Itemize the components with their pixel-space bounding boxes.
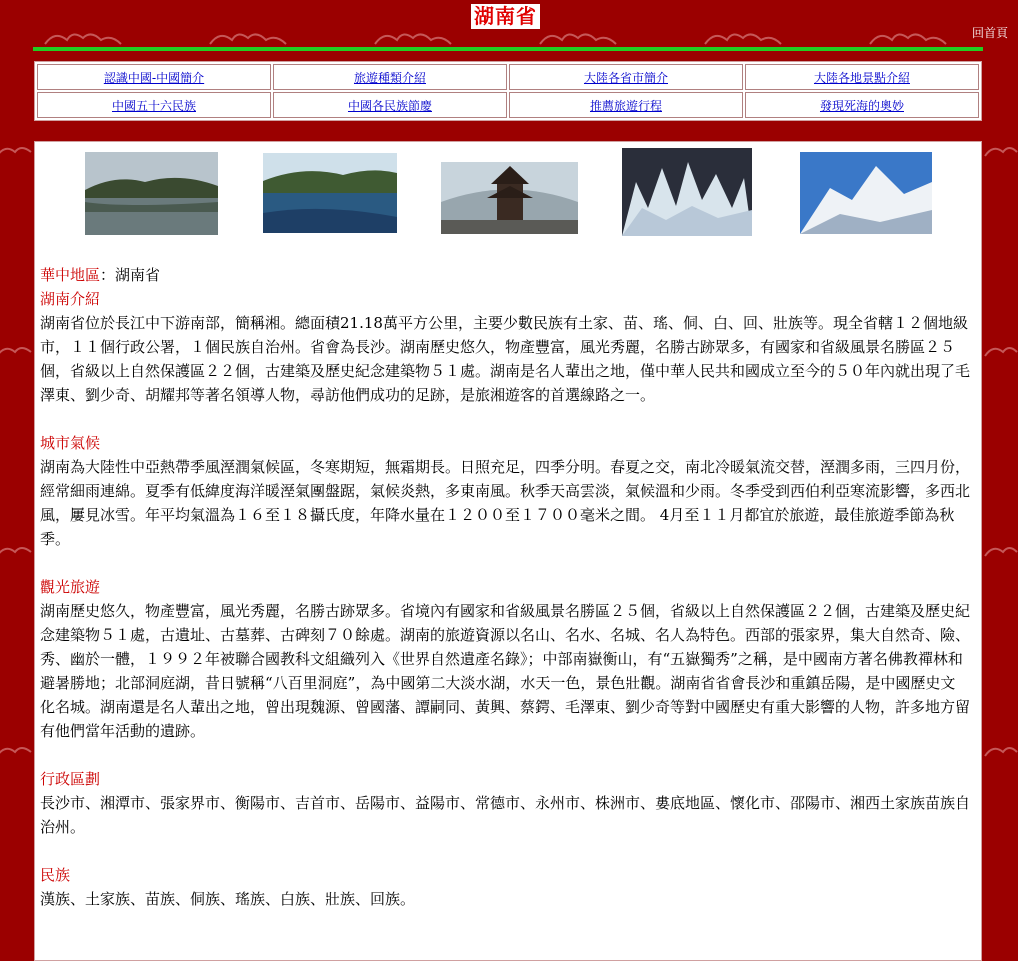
section-heading: 城市氣候 <box>40 434 101 452</box>
section-body: 長沙市、湘潭市、張家界市、衡陽市、吉首市、岳陽市、益陽市、常德市、永州市、株洲市、婁底地區、懷化市、邵陽市、湘西土家族苗族自治州。 <box>40 794 971 836</box>
nav-link-china-intro[interactable]: 認識中國-中國簡介 <box>103 70 205 85</box>
region-label: 華中地區 <box>40 266 101 284</box>
photo-lake-hills <box>85 152 218 235</box>
nav-link-festivals[interactable]: 中國各民族節慶 <box>347 98 432 113</box>
cloud-decoration <box>0 740 35 762</box>
nav-cell <box>509 92 743 118</box>
cloud-decoration <box>983 140 1018 162</box>
photo-lake <box>263 153 397 233</box>
section-heading: 湖南介紹 <box>40 290 101 308</box>
content-panel <box>34 141 982 961</box>
photo-ice-peaks <box>622 148 752 236</box>
cloud-decoration <box>0 340 35 362</box>
nav-link-dead-sea[interactable]: 發現死海的奧妙 <box>819 98 904 113</box>
section-heading: 民族 <box>40 866 71 884</box>
page-title: 湖南省 <box>471 4 540 29</box>
section-body: 漢族、土家族、苗族、侗族、瑤族、白族、壯族、回族。 <box>40 890 416 908</box>
section-heading: 行政區劃 <box>40 770 101 788</box>
nav-cell <box>273 92 507 118</box>
cloud-decoration <box>0 540 35 562</box>
divider-line <box>33 47 983 51</box>
nav-cell <box>745 64 979 90</box>
cloud-decoration <box>983 540 1018 562</box>
nav-link-provinces[interactable]: 大陸各省市簡介 <box>583 70 668 85</box>
home-link[interactable]: 回首頁 <box>972 26 1009 40</box>
article <box>40 263 970 911</box>
region-line <box>40 263 970 287</box>
cloud-decoration <box>0 140 35 162</box>
nav-cell <box>273 64 507 90</box>
nav-cell <box>745 92 979 118</box>
nav-link-travel-types[interactable]: 旅遊種類介紹 <box>353 70 426 85</box>
nav-table <box>34 61 982 121</box>
section-heading: 觀光旅遊 <box>40 578 101 596</box>
photo-strip <box>35 142 981 252</box>
nav-cell <box>37 64 271 90</box>
photo-pavilion <box>441 162 578 234</box>
nav-link-ethnic-groups[interactable]: 中國五十六民族 <box>111 98 196 113</box>
nav-link-scenic-spots[interactable]: 大陸各地景點介紹 <box>813 70 910 85</box>
nav-cell <box>37 92 271 118</box>
section-body: 湖南省位於長江中下游南部，簡稱湘。總面積21.18萬平方公里，主要少數民族有土家、苗、瑤、侗、白、回、壯族等。現全省轄１２個地級市，１１個行政公署，１個民族自治州。省會為長沙。湖南歷史悠久，物產豐富，風光秀麗，名勝古跡眾多，有國家和省級風景名勝區２５個，省級以上自然保護區２２個，古建築及歷史紀念建築物５１處。湖南是名人輩出之地，僅中華人民共和國成立至今的５０年內就出現了毛澤東、劉少奇、胡耀邦等著名領導人物，尋訪他們成功的足跡，是旅湘遊客的首選線路之一。 <box>40 314 971 404</box>
cloud-decoration <box>983 740 1018 762</box>
section-body: 湖南歷史悠久，物產豐富，風光秀麗，名勝古跡眾多。省境內有國家和省級風景名勝區２５個，省級以上自然保護區２２個，古建築及歷史紀念建築物５１處，古遺址、古墓葬、古碑刻７０餘處。湖南的旅遊資源以名山、名水、名城、名人為特色。西部的張家界，集大自然奇、險、秀、幽於一體，１９９２年被聯合國教科文組織列入《世界自然遺產名錄》；中部南嶽衡山，有“五嶽獨秀”之稱，是中國南方著名佛教禪林和避暑勝地；北部洞庭湖，昔日號稱“八百里洞庭”，為中國第二大淡水湖，水天一色，景色壯觀。湖南省省會長沙和重鎮岳陽，是中國歷史文化名城。湖南還是名人輩出之地，曾出現魏源、曾國藩、譚嗣同、黃興、蔡鍔、毛澤東、劉少奇等對中國歷史有重大影響的人物，許多地方留有他們當年活動的遺跡。 <box>40 602 971 740</box>
photo-snowy-mountain <box>800 152 932 234</box>
nav-link-itineraries[interactable]: 推薦旅遊行程 <box>589 98 662 113</box>
nav-cell <box>509 64 743 90</box>
region-value: ：湖南省 <box>100 266 161 284</box>
section-body: 湖南為大陸性中亞熱帶季風溼潤氣候區，冬寒期短，無霜期長。日照充足，四季分明。春夏之交，南北冷暖氣流交替，溼潤多雨，三四月份，經常細雨連綿。夏季有低緯度海洋暖溼氣團盤踞，氣候炎熱，多東南風。秋季天高雲淡，氣候溫和少雨。冬季受到西伯利亞寒流影響，多西北風，屢見冰雪。年平均氣溫為１６至１８攝氏度，年降水量在１２００至１７００毫米之間。 4月至１１月都宜於旅遊，最佳旅遊季節為秋季。 <box>40 458 971 548</box>
cloud-decoration <box>983 340 1018 362</box>
